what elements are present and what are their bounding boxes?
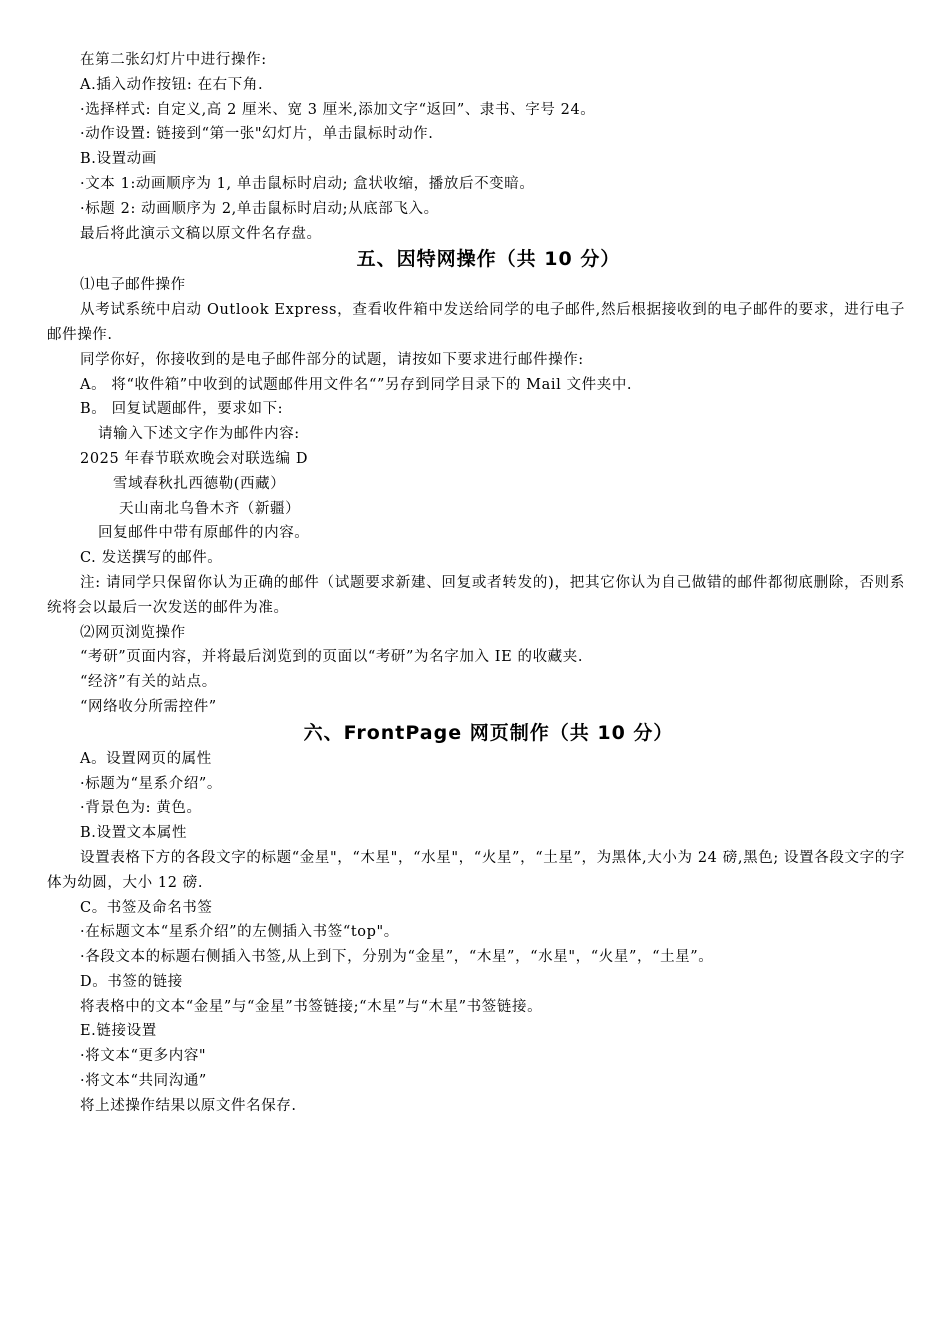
web-instruction-line: “网络收分所需控件” xyxy=(80,698,217,715)
email-step-b: B。 回复试题邮件，要求如下: xyxy=(80,401,284,418)
email-body-line: 雪域春秋扎西德勒(西藏） xyxy=(113,475,286,492)
email-note-paragraph: 注: 请同学只保留你认为正确的邮件（试题要求新建、回复或者转发的)，把其它你认为自己做错的邮件都彻底删除，否则系统将会以最后一次发送的邮件为准。 xyxy=(47,574,905,616)
link-settings-step: E.链接设置 xyxy=(80,1023,157,1040)
bookmark-item: ·在标题文本“星系介绍”的左侧插入书签“top"。 xyxy=(80,924,399,941)
email-body-line: 2025 年春节联欢晚会对联选编 D xyxy=(80,450,309,467)
email-body-prompt: 请输入下述文字作为邮件内容: xyxy=(98,426,300,443)
link-setting-item: ·将文本“更多内容" xyxy=(80,1048,207,1065)
action-button-step: A.插入动作按钮: 在右下角. xyxy=(80,76,264,93)
bookmark-link-line: 将表格中的文本“金星”与“金星”书签链接;“木星”与“木星”书签链接。 xyxy=(80,998,543,1015)
web-instruction-line: “经济”有关的站点。 xyxy=(80,674,217,691)
document-page xyxy=(47,48,905,1119)
action-setting-item: ·动作设置: 链接到“第一张"幻灯片，单击鼠标时动作. xyxy=(80,126,434,143)
style-selection-item: ·选择样式: 自定义,高 2 厘米、宽 3 厘米,添加文字“返回”、隶书、字号 24。 xyxy=(80,101,596,118)
web-subsection-title: ⑵网页浏览操作 xyxy=(80,624,186,641)
email-step-a: A。 将“收件箱”中收到的试题邮件用文件名“”另存到同学目录下的 Mail 文件夹中. xyxy=(80,376,633,393)
text-properties-paragraph: 设置表格下方的各段文字的标题“金星"，“木星"，“水星"，“火星”，“土星”，为黑体,大小为 24 磅,黑色; 设置各段文字的字体为幼圆，大小 12 磅. xyxy=(47,849,905,891)
save-presentation-line: 最后将此演示文稿以原文件名存盘。 xyxy=(80,225,322,242)
save-page-line: 将上述操作结果以原文件名保存. xyxy=(80,1097,297,1114)
internet-section-heading: 五、因特网操作（共 10 分） xyxy=(356,248,621,271)
bookmark-link-step: D。书签的链接 xyxy=(80,973,183,990)
web-browsing-instructions xyxy=(47,621,905,720)
email-body-line: 天山南北乌鲁木齐（新疆） xyxy=(119,500,301,517)
slide-instructions xyxy=(47,48,905,246)
title-animation-item: ·标题 2: 动画顺序为 2,单击鼠标时启动;从底部飞入。 xyxy=(80,200,439,217)
email-instructions xyxy=(47,273,905,620)
frontpage-instructions xyxy=(47,747,905,1119)
web-instruction-line: “考研”页面内容，并将最后浏览到的页面以“考研”为名字加入 IE 的收藏夹. xyxy=(80,649,584,666)
animation-step: B.设置动画 xyxy=(80,151,157,168)
email-greeting-line: 同学你好，你接收到的是电子邮件部分的试题，请按如下要求进行邮件操作: xyxy=(80,351,584,368)
email-intro-paragraph: 从考试系统中启动 Outlook Express，查看收件箱中发送给同学的电子邮件,然后根据接收到的电子邮件的要求，进行电子邮件操作. xyxy=(47,302,905,343)
text-properties-step: B.设置文本属性 xyxy=(80,825,188,842)
page-properties-step: A。设置网页的属性 xyxy=(80,750,212,767)
email-step-c: C. 发送撰写的邮件。 xyxy=(80,550,223,567)
slide-intro-line: 在第二张幻灯片中进行操作: xyxy=(80,52,267,68)
page-title-item: ·标题为“星系介绍”。 xyxy=(80,775,223,792)
reply-note-line: 回复邮件中带有原邮件的内容。 xyxy=(98,525,310,542)
background-color-item: ·背景色为: 黄色。 xyxy=(80,800,202,817)
email-subsection-title: ⑴电子邮件操作 xyxy=(80,277,186,294)
text-animation-item: ·文本 1:动画顺序为 1, 单击鼠标时启动; 盒状收缩，播放后不变暗。 xyxy=(80,175,535,192)
frontpage-section-heading: 六、FrontPage 网页制作（共 10 分） xyxy=(303,721,674,744)
bookmark-item: ·各段文本的标题右侧插入书签,从上到下，分别为“金星”，“木星”，“水星"，“火星”，“土星”。 xyxy=(80,949,714,966)
bookmark-step: C。书签及命名书签 xyxy=(80,899,213,916)
link-setting-item: ·将文本“共同沟通” xyxy=(80,1073,207,1090)
